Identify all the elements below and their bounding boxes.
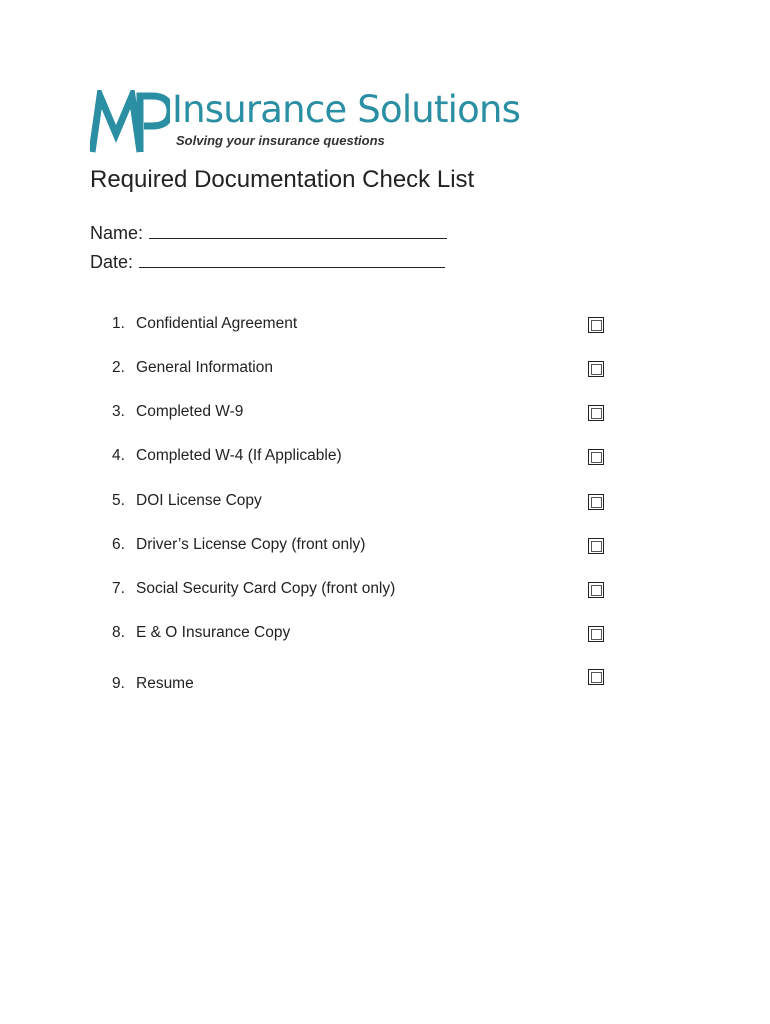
checklist-item <box>112 403 612 427</box>
item-number: 6. <box>112 536 125 553</box>
item-label: Completed W-9 <box>136 403 244 420</box>
item-number: 3. <box>112 403 125 420</box>
item-checkbox[interactable] <box>588 317 604 333</box>
item-number: 9. <box>112 675 125 692</box>
name-blank-line[interactable] <box>149 220 447 239</box>
date-blank-line[interactable] <box>139 249 445 268</box>
logo-tagline: Solving your insurance questions <box>176 133 385 148</box>
mp-monogram-icon <box>90 90 170 154</box>
company-logo <box>90 88 521 154</box>
item-number: 1. <box>112 315 125 332</box>
item-checkbox[interactable] <box>588 626 604 642</box>
item-checkbox[interactable] <box>588 494 604 510</box>
date-label: Date: <box>90 252 134 272</box>
item-checkbox[interactable] <box>588 405 604 421</box>
item-number: 7. <box>112 580 125 597</box>
item-number: 8. <box>112 624 125 641</box>
item-label: Confidential Agreement <box>136 315 298 332</box>
item-label: DOI License Copy <box>136 492 262 509</box>
checklist-item <box>112 447 612 471</box>
checklist-item <box>112 359 612 383</box>
date-field[interactable] <box>90 249 445 273</box>
item-checkbox[interactable] <box>588 361 604 377</box>
checklist-item <box>112 675 612 699</box>
item-checkbox[interactable] <box>588 449 604 465</box>
page-title: Required Documentation Check List <box>90 166 475 193</box>
item-number: 2. <box>112 359 125 376</box>
item-number: 5. <box>112 492 125 509</box>
item-label: General Information <box>136 359 273 376</box>
checklist-item <box>112 315 612 339</box>
logo-brand-word: Insurance Solutions <box>172 88 521 131</box>
item-number: 4. <box>112 447 125 464</box>
checklist-item <box>112 492 612 516</box>
checklist-item <box>112 580 612 604</box>
item-checkbox[interactable] <box>588 669 604 685</box>
item-label: Social Security Card Copy (front only) <box>136 580 396 597</box>
item-checkbox[interactable] <box>588 538 604 554</box>
item-label: Driver’s License Copy (front only) <box>136 536 366 553</box>
item-label: Resume <box>136 675 194 692</box>
checklist-item <box>112 624 612 648</box>
item-label: Completed W-4 (If Applicable) <box>136 447 342 464</box>
item-checkbox[interactable] <box>588 582 604 598</box>
name-field[interactable] <box>90 220 447 244</box>
name-label: Name: <box>90 223 144 243</box>
checklist-item <box>112 536 612 560</box>
item-label: E & O Insurance Copy <box>136 624 291 641</box>
